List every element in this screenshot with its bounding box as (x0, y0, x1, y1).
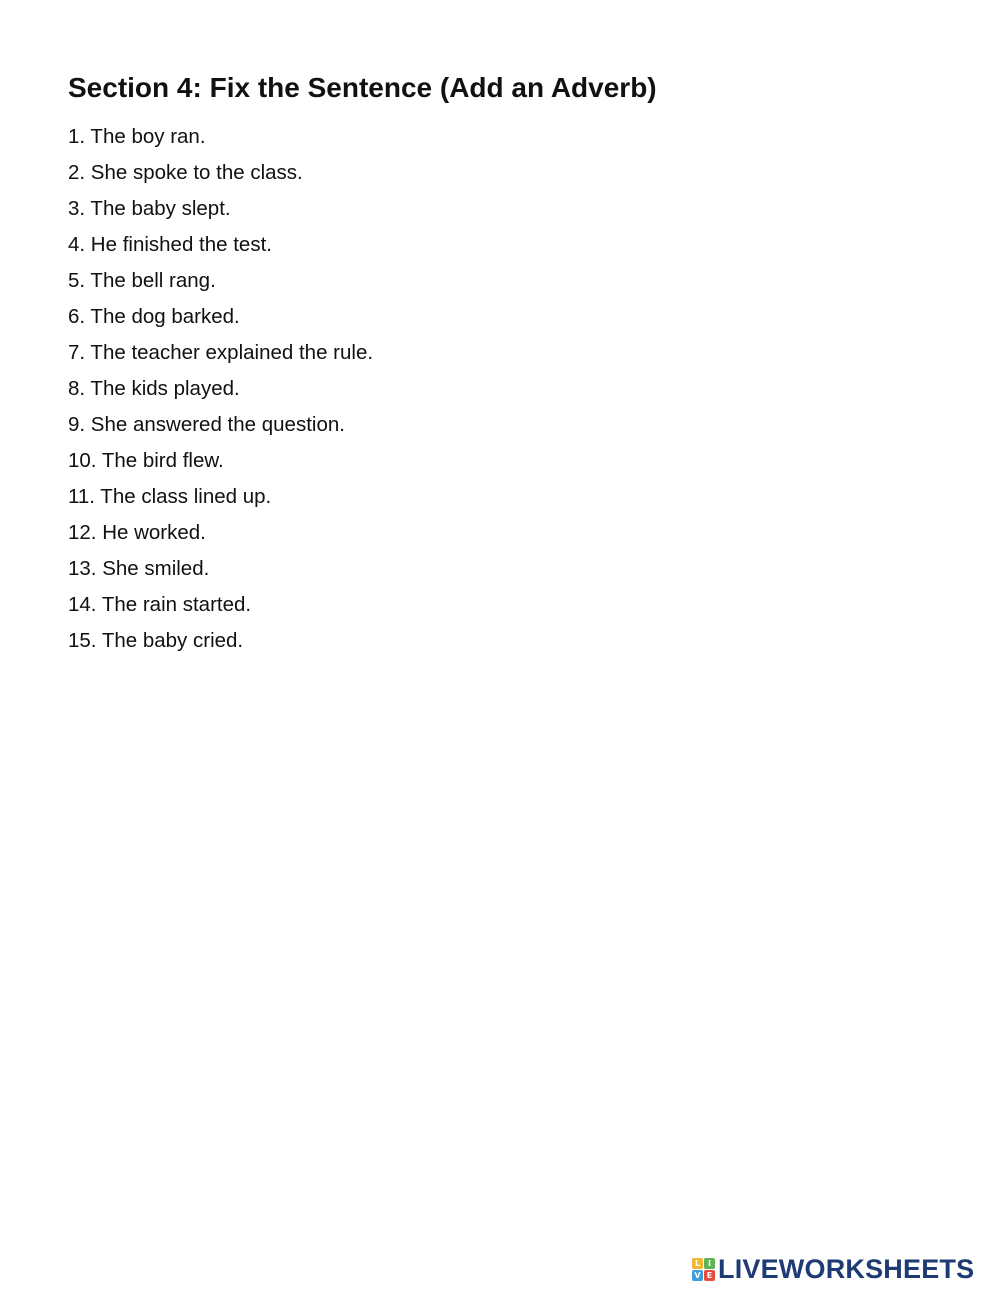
sentence-item-5: 5. The bell rang. (68, 269, 216, 292)
sentence-item-15: 15. The baby cried. (68, 629, 244, 652)
sentence-item-8: 8. The kids played. (68, 377, 240, 400)
sentence-item-11: 11. The class lined up. (68, 485, 272, 508)
sentence-item-13: 13. She smiled. (68, 557, 210, 580)
sentence-item-3: 3. The baby slept. (68, 197, 231, 220)
logo-tile-e: E (704, 1270, 715, 1281)
sentence-item-4: 4. He finished the test. (68, 233, 272, 256)
sentence-item-14: 14. The rain started. (68, 593, 252, 616)
sentence-list (68, 119, 928, 659)
sentence-item-10: 10. The bird flew. (68, 449, 224, 472)
logo-tile-l: L (692, 1258, 703, 1269)
sentence-item-1: 1. The boy ran. (68, 125, 206, 148)
liveworksheets-logo (692, 1254, 974, 1284)
worksheet-page (68, 70, 928, 659)
sentence-item-9: 9. She answered the question. (68, 413, 345, 436)
sentence-item-7: 7. The teacher explained the rule. (68, 341, 374, 364)
sentence-item-12: 12. He worked. (68, 521, 206, 544)
logo-tile-i: I (704, 1258, 715, 1269)
liveworksheets-logo-icon (692, 1258, 715, 1281)
sentence-item-6: 6. The dog barked. (68, 305, 240, 328)
section-title: Section 4: Fix the Sentence (Add an Adverb) (68, 72, 657, 103)
logo-tile-v: V (692, 1270, 703, 1281)
liveworksheets-wordmark: LIVEWORKSHEETS (718, 1254, 975, 1284)
sentence-item-2: 2. She spoke to the class. (68, 161, 303, 184)
